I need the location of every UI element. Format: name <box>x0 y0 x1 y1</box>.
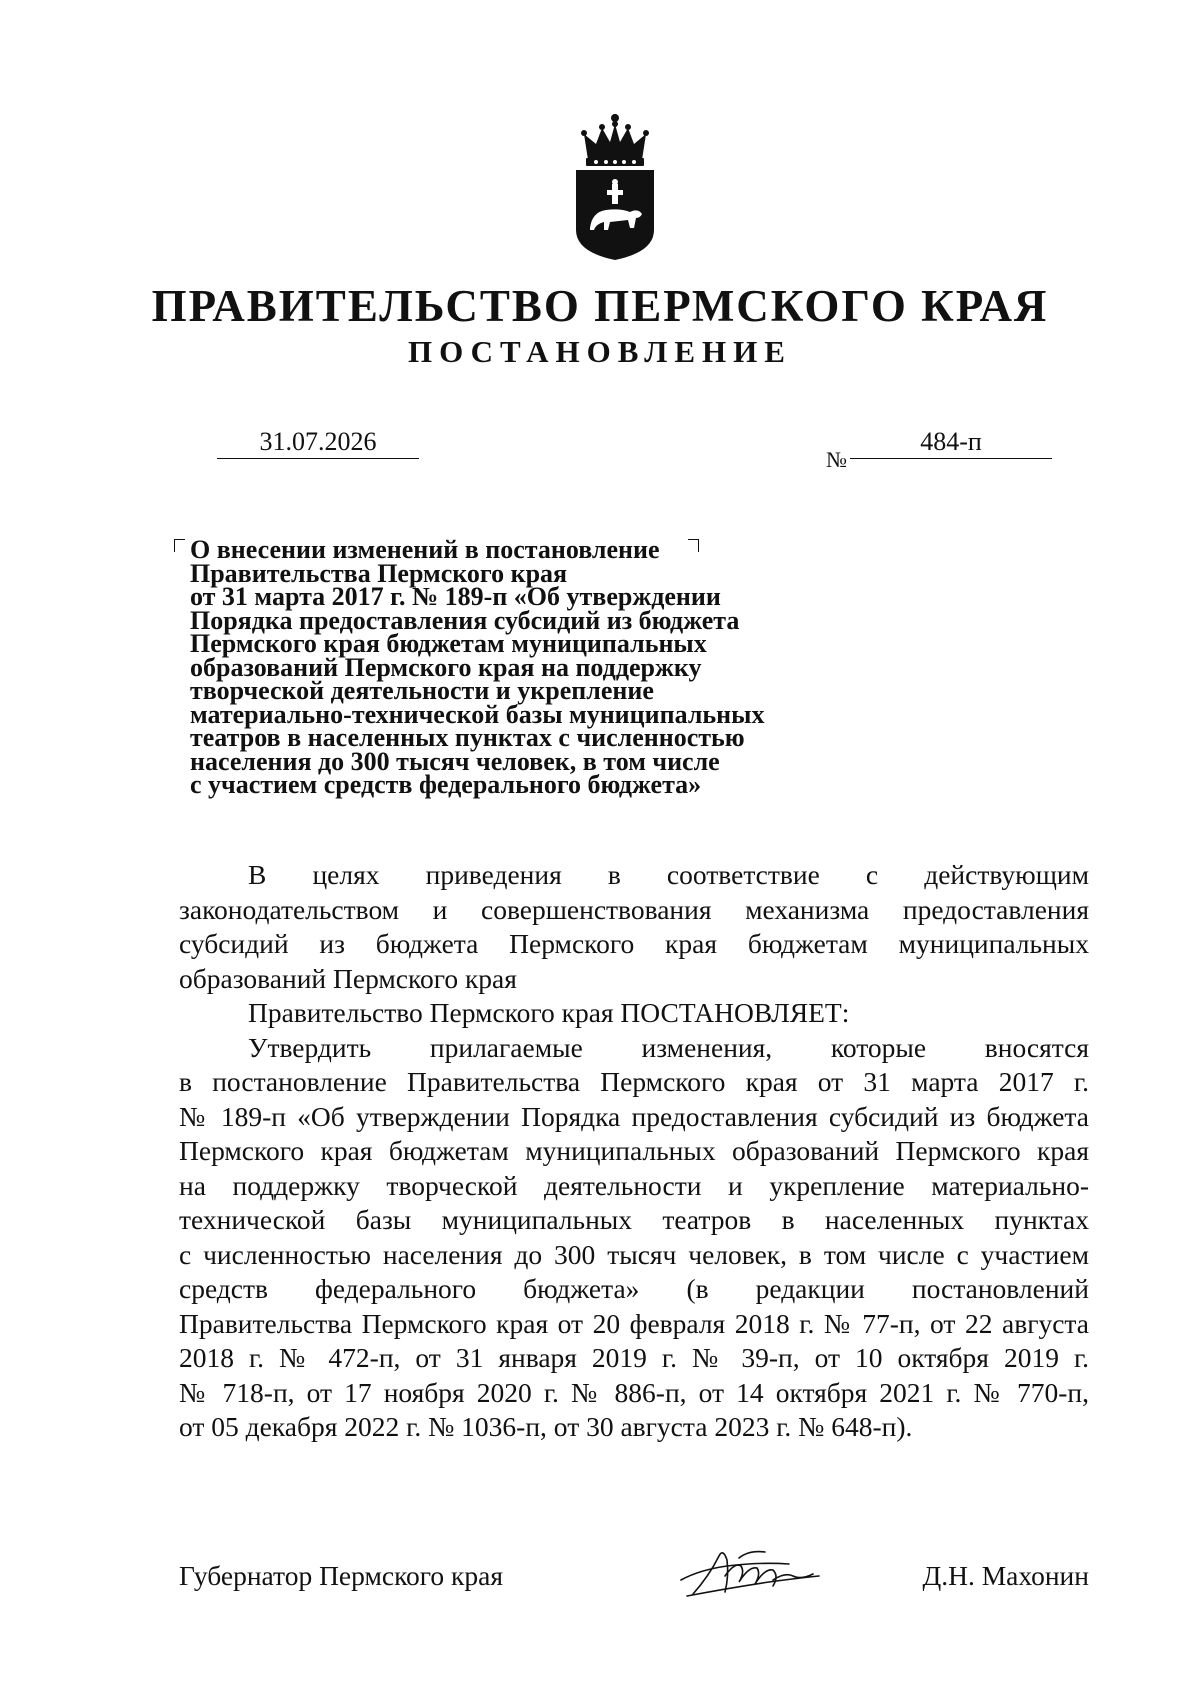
body-line: № 718-п, от 17 ноября 2020 г. № 886-п, от 14 октября 2021 г. № 770-п, <box>179 1376 1089 1408</box>
date-field <box>217 426 419 459</box>
body-line: на поддержку творческой деятельности и укрепление материально- <box>179 1169 1089 1201</box>
body-line: Пермского края бюджетам муниципальных образований Пермского края <box>179 1135 1089 1166</box>
body-line: от 05 декабря 2022 г. № 1036-п, от 30 августа 2023 г. № 648-п). <box>179 1411 913 1442</box>
signatory-position: Губернатор Пермского края <box>179 1560 503 1591</box>
signature-block <box>179 1560 1089 1620</box>
body-line: с численностью населения до 300 тысяч человек, в том числе с участием <box>179 1238 1089 1270</box>
title-bracket-left <box>174 539 185 552</box>
body-line: В целях приведения в соответствие с действующим <box>248 859 1089 890</box>
body-line: субсидий из бюджета Пермского края бюджетам муниципальных <box>179 928 1089 959</box>
title-line: Правительства Пермского края <box>190 558 568 588</box>
government-title: ПРАВИТЕЛЬСТВО ПЕРМСКОГО КРАЯ <box>151 281 1049 331</box>
number-field <box>850 426 1052 459</box>
title-line: Пермского края бюджетам муниципальных <box>190 629 707 658</box>
title-line: О внесении изменений в постановление <box>190 535 660 564</box>
body-line: технической базы муниципальных театров в населенных пунктах <box>179 1204 1089 1235</box>
title-line: материально-технической базы муниципальных <box>190 699 765 729</box>
resolution-line: Правительство Пермского края ПОСТАНОВЛЯЕТ: <box>248 997 850 1028</box>
signatory-name: Д.Н. Махонин <box>922 1560 1089 1591</box>
title-line: Порядка предоставления субсидий из бюджета <box>190 605 740 635</box>
document-number: 484-п <box>920 427 982 456</box>
document-date: 31.07.2026 <box>259 427 377 456</box>
document-type: ПОСТАНОВЛЕНИЕ <box>408 334 792 369</box>
title-line: театров в населенных пунктах с численностью <box>190 723 745 752</box>
body-line: 2018 г. № 472-п, от 31 января 2019 г. № 39-п, от 10 октября 2019 г. <box>179 1342 1089 1373</box>
handwritten-signature-icon <box>669 1536 829 1604</box>
body-line: № 189-п «Об утверждении Порядка предоставления субсидий из бюджета <box>179 1100 1089 1132</box>
title-line: творческой деятельности и укрепление <box>190 676 654 705</box>
body-line: Утвердить прилагаемые изменения, которые вносятся <box>248 1031 1089 1063</box>
document-title <box>190 535 850 799</box>
perm-krai-coat-of-arms-icon <box>566 112 664 262</box>
body-line: средств федерального бюджета» (в редакции постановлений <box>179 1273 1089 1304</box>
number-sign: № <box>826 447 847 472</box>
title-line: от 31 марта 2017 г. № 189-п «Об утверждении <box>190 582 721 611</box>
title-line: населения до 300 тысяч человек, в том числе <box>190 746 720 776</box>
body-line: в постановление Правительства Пермского края от 31 марта 2017 г. <box>179 1066 1089 1097</box>
body-line: Правительства Пермского края от 20 февраля 2018 г. № 77-п, от 22 августа <box>179 1307 1089 1339</box>
title-line: образований Пермского края на поддержку <box>190 652 702 682</box>
title-line: с участием средств федерального бюджета» <box>190 770 702 799</box>
document-body <box>179 858 1089 1445</box>
body-line: законодательством и совершенствования механизма предоставления <box>179 893 1089 925</box>
body-line: образований Пермского края <box>179 962 517 994</box>
